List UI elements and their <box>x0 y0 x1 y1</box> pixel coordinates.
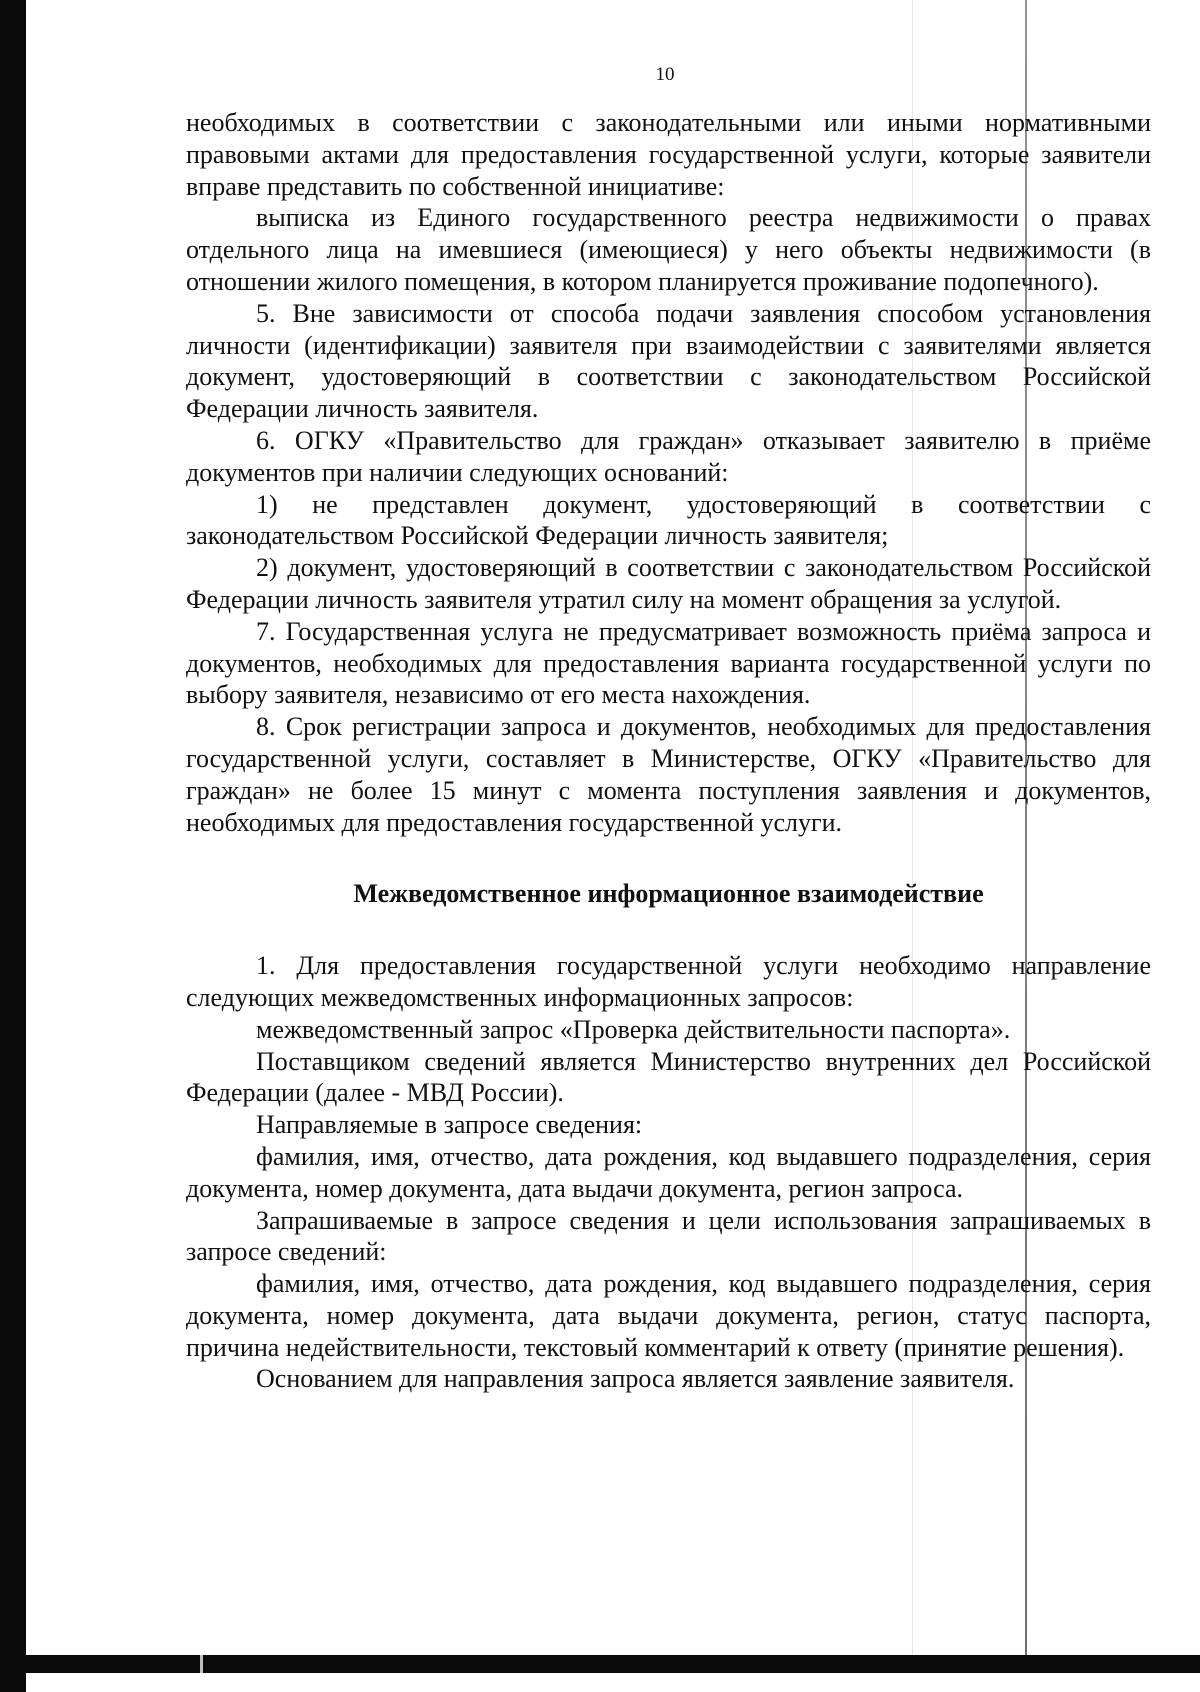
paragraph-continuation: необходимых в соответствии с законодательными или иными нормативными правовыми актами для предоставления государственной услуги, которые заявители вправе представить по собственной инициативе: <box>186 108 1151 201</box>
section-paragraph-request: межведомственный запрос «Проверка действительности паспорта». <box>256 1014 1011 1044</box>
section-paragraph-1: 1. Для предоставления государственной услуги необходимо направление следующих межведомственных информационных запросов: <box>186 951 1151 1012</box>
scan-bottom-border <box>0 1655 1200 1673</box>
section-heading: Межведомственное информационное взаимодействие <box>353 879 984 909</box>
section-paragraph-provider: Поставщиком сведений является Министерство внутренних дел Российской Федерации (далее - МВД России). <box>186 1046 1151 1108</box>
paragraph-extract: выписка из Единого государственного реестра недвижимости о правах отдельного лица на имевшиеся (имеющиеся) у него объекты недвижимости (в отношении жилого помещения, в котором планируется проживание подопечного). <box>186 203 1151 296</box>
page-number: 10 <box>655 64 675 85</box>
paragraph-ground-1: 1) не представлен документ, удостоверяющий в соответствии с законодательством Российской Федерации личность заявителя; <box>186 489 1151 551</box>
paragraph-item-6: 6. ОГКУ «Правительство для граждан» отказывает заявителю в приёме документов при наличии следующих оснований: <box>186 425 1151 487</box>
section-paragraph-requested-label: Запрашиваемые в запросе сведения и цели использования запрашиваемых в запросе сведений: <box>186 1205 1151 1267</box>
section-paragraph-sent-label: Направляемые в запросе сведения: <box>256 1110 643 1140</box>
scan-bottom-notch <box>200 1655 203 1673</box>
paragraph-item-7: 7. Государственная услуга не предусматривает возможность приёма запроса и документов, необходимых для предоставления варианта государственной услуги по выбору заявителя, независимо от его места нахождения. <box>186 616 1151 710</box>
scan-left-border <box>0 0 26 1692</box>
paragraph-ground-2: 2) документ, удостоверяющий в соответствии с законодательством Российской Федерации личность заявителя утратил силу на момент обращения за услугой. <box>186 553 1151 614</box>
paragraph-item-5: 5. Вне зависимости от способа подачи заявления способом установления личности (идентификации) заявителя при взаимодействии с заявителями является документ, удостоверяющий в соответствии с законодательством Российской Федерации личность заявителя. <box>186 298 1151 424</box>
paragraph-item-8: 8. Срок регистрации запроса и документов, необходимых для предоставления государственной услуги, составляет в Министерстве, ОГКУ «Правительство для граждан» не более 15 минут с момента поступления заявления и документов, необходимых для предоставления государственной услуги. <box>186 712 1151 837</box>
document-body <box>186 107 1151 1395</box>
section-paragraph-sent-fields: фамилия, имя, отчество, дата рождения, код выдавшего подразделения, серия документа, номер документа, дата выдачи документа, регион запроса. <box>186 1141 1151 1203</box>
section-paragraph-basis: Основанием для направления запроса является заявление заявителя. <box>256 1364 1015 1394</box>
section-paragraph-requested-fields: фамилия, имя, отчество, дата рождения, код выдавшего подразделения, серия документа, номер документа, дата выдачи документа, регион, статус паспорта, причина недействительности, текстовый комментарий к ответу (принятие решения). <box>186 1269 1151 1362</box>
